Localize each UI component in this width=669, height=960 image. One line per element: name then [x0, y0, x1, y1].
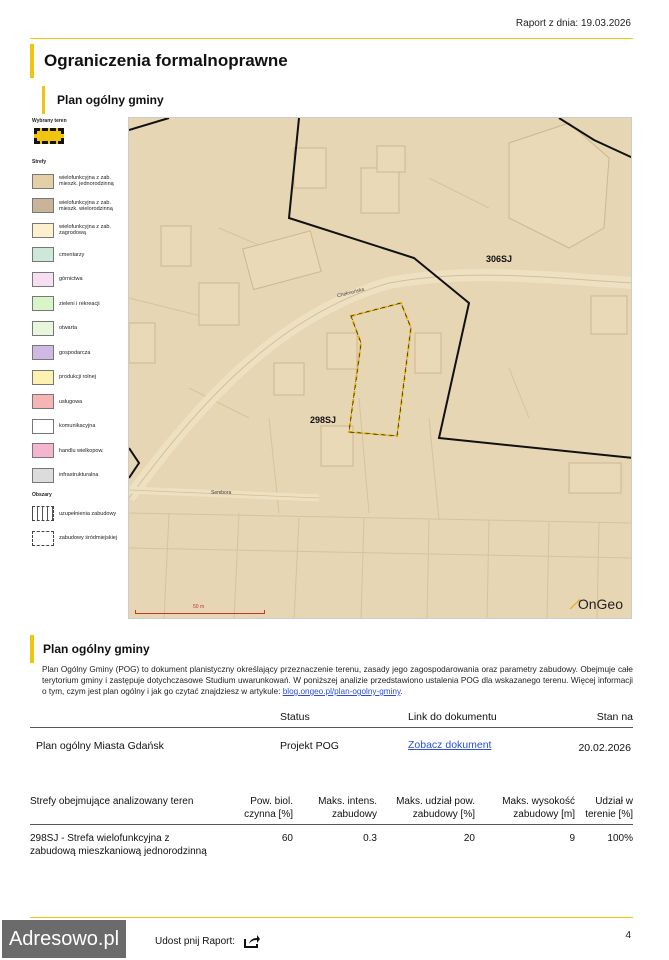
legend-swatch: [32, 247, 54, 262]
legend-zone-item: [32, 267, 124, 292]
legend-zone-item: [32, 218, 124, 243]
legend-area-item: [32, 526, 124, 551]
header-divider: [30, 38, 633, 39]
legend-label: wielofunkcyjna z zab. zagrodową: [59, 224, 111, 237]
ongeo-logo-icon: ⁄: [570, 596, 579, 612]
header-share: Maks. udział pow. zabudowy [%]: [396, 796, 475, 820]
legend-swatch: [32, 174, 54, 189]
legend-label: otwarta: [59, 325, 78, 332]
header-bio: Pow. biol. czynna [%]: [244, 796, 293, 820]
page-number: 4: [625, 930, 631, 941]
legend-selected-heading: Wybrany teren: [32, 118, 67, 124]
legend-zone-item: [32, 365, 124, 390]
pog-article-link[interactable]: blog.ongeo.pl/plan-ogolny-gminy: [282, 687, 401, 696]
legend-swatch: [32, 468, 54, 483]
pog-description-end: .: [400, 687, 403, 696]
zone-part: 100%: [607, 833, 633, 844]
view-document-link[interactable]: Zobacz dokument: [408, 739, 492, 751]
legend-zone-item: [32, 169, 124, 194]
legend-zone-item: [32, 463, 124, 488]
table-row: [30, 728, 633, 768]
legend-swatch: [32, 443, 54, 458]
street-label-sembora: Sembora: [211, 490, 232, 496]
legend-swatch: [32, 531, 54, 546]
section-title: Ograniczenia formalnoprawne: [30, 44, 288, 78]
legend-swatch: [32, 419, 54, 434]
street-label-chelmonska: Chełmońska: [336, 286, 366, 300]
header-link: Link do dokumentu: [408, 711, 497, 723]
legend-swatch: [32, 506, 54, 521]
adresowo-watermark: Adresowo.pl: [0, 918, 128, 960]
pog-description: [42, 664, 633, 697]
legend-zone-item: [32, 316, 124, 341]
plan-status: Projekt POG: [280, 740, 339, 752]
legend-swatch: [32, 345, 54, 360]
legend-swatch: [32, 321, 54, 336]
ongeo-logo: [570, 596, 623, 612]
header-zone: Strefy obejmujące analizowany teren: [30, 796, 194, 807]
legend-label: infrastrukturalna: [59, 472, 99, 479]
legend-zone-item: [32, 390, 124, 415]
legend-label: górnictwa: [59, 276, 83, 283]
zones-table-header: [30, 793, 633, 825]
legend-swatch: [32, 296, 54, 311]
scale-text: 50 m: [193, 604, 205, 610]
share-label: Udost pnij Raport:: [155, 936, 236, 947]
legend-label: komunikacyjna: [59, 423, 96, 430]
plan-name: Plan ogólny Miasta Gdańsk: [36, 740, 164, 752]
subsection-title: Plan ogólny gminy: [42, 86, 164, 114]
legend-zone-item: [32, 194, 124, 219]
legend-zone-item: [32, 243, 124, 268]
legend-swatch: [32, 223, 54, 238]
zone-label-306: 306SJ: [486, 254, 513, 264]
legend-area-item: [32, 502, 124, 527]
ongeo-logo-text: OnGeo: [577, 596, 623, 612]
header-date: Stan na: [596, 711, 633, 723]
zone-name: 298SJ - Strefa wielofunkcyjna z zabudową mieszkaniową jednorodzinną: [30, 833, 207, 857]
plan-table-header: [30, 708, 633, 728]
header-intens: Maks. intens. zabudowy: [318, 796, 377, 820]
legend-label: wielofunkcyjna z zab. mieszk. jednorodzinną: [59, 175, 114, 188]
legend-label: zieleni i rekreacji: [59, 300, 100, 307]
zoning-map[interactable]: [128, 117, 632, 619]
legend-swatch: [32, 198, 54, 213]
zone-intens: 0.3: [363, 833, 377, 844]
legend-label: uzupełnienia zabudowy: [59, 510, 117, 517]
legend-zone-item: [32, 414, 124, 439]
legend-label: handlu wielkopow.: [59, 447, 104, 454]
legend-swatch: [32, 272, 54, 287]
scale-bar: [135, 610, 265, 614]
zone-bio: 60: [281, 833, 293, 844]
legend-label: cmentarzy: [59, 251, 85, 258]
legend-zone-item: [32, 341, 124, 366]
legend-label: produkcji rolnej: [59, 374, 96, 381]
report-date: Raport z dnia: 19.03.2026: [515, 18, 631, 29]
legend-zone-item: [32, 292, 124, 317]
selected-area-swatch: [34, 128, 64, 144]
legend-label: gospodarcza: [59, 349, 91, 356]
legend-zone-item: [32, 439, 124, 464]
selected-parcel[interactable]: [349, 303, 411, 436]
pog-description-text: Plan Ogólny Gminy (POG) to dokument planistyczny określający przeznaczenie terenu, zasady jego zagospodarowania oraz parametry zabudowy. Obejmuje całe terytorium gminy i zastępuje dotychczasowe Studium uwarunkowań. W poniższej analizie przedstawiono ustalenia POG dla wskazanego terenu. Więcej informacji o tym, czym jest plan ogólny i jak go czytać znajdziesz w artykule:: [42, 665, 633, 696]
header-height: Maks. wysokość zabudowy [m]: [502, 796, 575, 820]
zones-table: [30, 793, 633, 869]
header-part: Udział w terenie [%]: [585, 796, 633, 820]
legend-swatch: [32, 370, 54, 385]
pog-section-title: Plan ogólny gminy: [30, 635, 150, 663]
header-status: Status: [280, 711, 310, 723]
zone-height: 9: [569, 833, 575, 844]
legend-label: zabudowy śródmiejskiej: [59, 535, 118, 542]
legend-zones-list: [32, 169, 124, 488]
share-icon[interactable]: [243, 934, 261, 949]
plan-date: 20.02.2026: [578, 742, 631, 754]
map-legend: [32, 118, 124, 551]
plan-table: [30, 708, 633, 768]
legend-label: usługowa: [59, 398, 83, 405]
map-scale: [135, 604, 265, 614]
legend-areas-heading: Obszary: [32, 491, 52, 498]
zone-share: 20: [463, 833, 475, 844]
legend-swatch: [32, 394, 54, 409]
legend-label: wielofunkcyjna z zab. mieszk. wielorodzinną: [59, 199, 113, 212]
table-row: [30, 825, 633, 869]
share-report[interactable]: [155, 934, 261, 949]
map-canvas: [129, 118, 632, 619]
zone-label-298: 298SJ: [310, 415, 337, 425]
legend-zones-heading: Strefy: [32, 159, 47, 165]
